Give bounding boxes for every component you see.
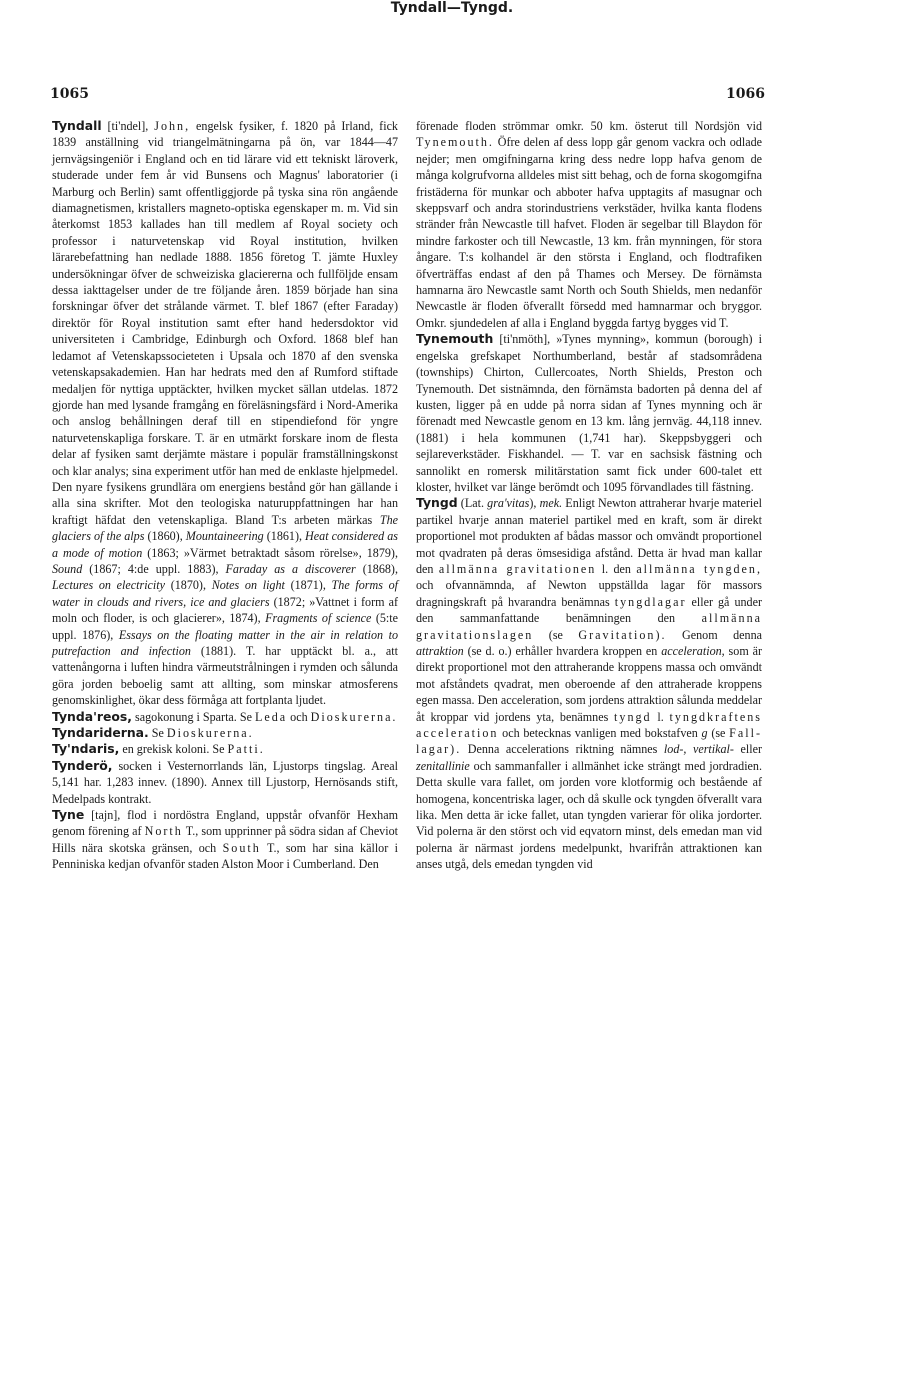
spaced-text: Gravitation). — [578, 627, 667, 642]
entry-text: (se d. o.) erhåller hvardera kroppen en — [463, 644, 662, 658]
spaced-text: allmänna tyngden, — [636, 561, 762, 576]
spaced-text: Patti. — [227, 742, 265, 757]
italic-text: Notes on light — [211, 578, 285, 593]
italic-text: The glaciers of the alps — [52, 512, 398, 544]
italic-text: Lectures on electricity — [52, 578, 166, 593]
italic-text: Fragments of science — [265, 611, 372, 626]
entry-headword: Tyndariderna. — [52, 725, 149, 741]
entry-text: engelsk fysiker, f. 1820 på Irland, fick 1839 anställning vid triangelmätningarna på ön, var 1844—47 jernvägsingeniör i England och en tid lärare vid ett tekniskt läroverk, studerade under fem år vid Bunsens och Magnus' laboratorier (i Marburg och Berlin) samt offentliggjorde på tyska sina rön angående diamagnetismen, kristallers magneto-optiska egenskaper m. m. Vid sin återkomst 1853 kallades han till medlem af Royal society och professor i naturvetenskap vid Royal institution, hvilken lärarebefattning han nedlade 1888. 1856 företog T. jämte Huxley undersökningar öfver de schweiziska glaciererna och fullföljde ensam dessa iakttagelser under de tre följande åren. 1859 började han sina forskningar öfver det strålande värmet. T. blef 1867 (efter Faraday) direktör för Royal institution samt efter hand hedersdoktor vid universiteten i Cambridge, Edinburgh och Oxford. 1868 blef han ledamot af Vetenskapssocieteten i Upsala och 1870 af den svenska vetenskapsakademien. Han har hedrats med den af Rumford stiftade medaljen för nyttiga upptäckter, hvilken mycket sällan utdelas. 1872 gjorde han med lysande framgång en föreläsningsfärd i Nord-Amerika och anslog behållningen deraf till en stipendiefond för yngre naturvetenskapliga forskare. T. är en utmärkt forskare inom de flesta delar af fysiken samt derjämte mästare i populär framställningskonst och klar analys; sina experiment utför han med de enklaste hjelpmedel. Den nyare fysikens grundlära om energiens bestånd gör han gällande i alla sina skrifter. Mot den teologiska naturuppfattningen har han kraftigt häfdat den vetenskapliga. Bland T:s arbeten märkas — [52, 119, 398, 527]
entry-text: (1871), — [284, 578, 332, 593]
spaced-text: John, — [154, 119, 191, 133]
spaced-text: allmänna gravitationslagen — [416, 611, 762, 642]
entry-text: (1861), — [263, 529, 306, 544]
entry-text: [ti'nmöth], »Tynes mynning», kommun (borough) i engelska grefskapet Northumberland, består af stadsområdena (townships) Chirton, Cullercoates, North Shields, Preston och Tynemouth. Det sistnämnda, den förnämsta badorten på denna del af kusten, ligger på en udde på norra sidan af Tynes mynning och är förenadt med Newcastle genom en 13 km. lång jernväg. 44,118 innev. (1881) i hela kommunen (1,741 har). Skeppsbyggeri och sejlareverkstäder. Fiskhandel. — T. var en sachsisk fästning och sannolikt en romersk militärstation samt fick under 600-talet ett kloster, hvilket var länge berömdt och 1095 förvandlades till fästning. — [416, 332, 762, 494]
entry-text: l. — [651, 709, 670, 724]
spaced-text: Dioskurerna. — [166, 726, 254, 741]
entry-text: l. den — [596, 561, 637, 576]
entry-headword: Tyngd — [416, 495, 458, 511]
entry-text: (Lat. — [457, 496, 488, 511]
dictionary-entry — [52, 741, 398, 757]
spaced-text: North — [144, 824, 183, 839]
entry-text: socken i Vesternorrlands län, Ljustorps tingslag. Areal 5,141 har. 1,283 innev. (1890). Annex till Ljustorp, Hernösands stift, Medelpads kontrakt. — [52, 758, 398, 806]
dictionary-entry — [52, 807, 398, 873]
entry-text: förenade floden strömmar omkr. 50 km. österut till Nordsjön vid — [416, 119, 762, 133]
entry-text: Se — [148, 726, 167, 741]
entry-text: som är direkt proportionel mot den attraherande kroppens massa och omvändt mot afståndets qvadrat, men oberoende af den attraherade kroppens egen massa. Den acceleration, som jordens attraktion sålunda meddelar åt kroppar vid jordens yta, benämnes — [416, 644, 762, 724]
spaced-text: Leda — [254, 709, 288, 724]
italic-text: acceleration, — [661, 644, 725, 658]
italic-text: Faraday as a discoverer — [225, 561, 356, 576]
italic-text: lod-, vertikal- — [663, 742, 734, 757]
dictionary-entry — [52, 725, 398, 741]
dictionary-entry — [416, 331, 762, 495]
dictionary-entry — [416, 495, 762, 872]
italic-text: Heat considered as a mode of motion — [52, 529, 398, 560]
italic-text: Essays on the floating matter in the air in relation to putrefaction and infection — [52, 627, 398, 658]
spaced-text: South — [222, 840, 261, 855]
entry-text: (1870), — [165, 578, 212, 593]
entry-text: (1872; »Vattnet i form af moln och floder, is och glacierer», 1874), — [52, 594, 398, 626]
entry-text: eller gå under den sammanfattande benämningen den — [416, 594, 762, 626]
spaced-text: allmänna gravitationen — [438, 561, 597, 576]
entry-text: sagokonung i Sparta. Se — [132, 709, 255, 724]
entry-headword: Tynda'reos, — [52, 708, 133, 724]
entry-headword: Ty'ndaris, — [52, 741, 120, 757]
entry-text: (1868), — [355, 561, 398, 576]
entry-text: eller — [733, 742, 762, 757]
italic-text: Sound — [52, 561, 83, 576]
entry-text: och — [287, 709, 311, 724]
entry-text: Öfre delen af dess lopp går genom vackra och odlade nejder; men omgifningarna kring dess nedre lopp hafva genom de många kolgrufvorna alldeles mist sitt behag, och de forna skogomgifna fristäderna för munkar och abboter hafva upptagits af masugnar och skeppsvarf och andra storindustriens verkstäder, hvilka kanta flodens stränder från Newcastle till hafvet. Floden är segelbar till Blaydon för mindre farkoster och till Newcastle, 13 km. från mynningen, för stora ångare. T:s kolhandel är den största i England, och flodtrafiken öfverträffas endast af den på Thames och Mersey. De förnämsta hamnarna äro Newcastle samt North och South Shields, men nedanför Newcastle är floden öfverallt försedd med hamnarmar och bryggor. Omkr. sjundedelen af alla i England byggda fartyg bygges vid T. — [416, 135, 762, 330]
entry-text: och ofvannämnda, af Newton uppställda lagar för massors dragningskraft på hvarandra benämnas — [416, 578, 762, 609]
entry-text: [ti'ndel], — [101, 119, 155, 133]
italic-text: g — [701, 726, 708, 741]
entry-text: en grekisk koloni. Se — [119, 742, 228, 757]
entry-text: (se — [707, 726, 730, 741]
entry-text: Denna accelerations riktning nämnes — [461, 742, 664, 757]
entry-headword: Tyne — [52, 807, 85, 823]
spaced-text: Fall-lagar). — [416, 726, 762, 757]
entry-headword: Tynderö, — [52, 757, 113, 773]
entry-text: (1881). T. har upptäckt bl. a., att vattenångorna i luften hindra värmeutstrålningen i rymden och sålunda göra jorden beboelig samt att allting, som minskar atmosferens genomskinlighet, ökar dess förmåga att fortplanta ljudet. — [52, 644, 398, 708]
entry-text: [tajn], flod i nordöstra England, uppstår ofvanför Hexham genom förening af — [52, 808, 398, 839]
italic-text: Mountaineering — [185, 529, 264, 544]
italic-text: attraktion — [416, 644, 464, 658]
dictionary-entry — [52, 709, 398, 725]
entry-text: och betecknas vanligen med bokstafven — [498, 726, 702, 741]
spaced-text: Tynemouth. — [416, 135, 494, 150]
right-column — [416, 118, 762, 873]
entry-text: och sammanfaller i allmänhet icke strängt med jordradien. Detta skulle vara fallet, om jorden vore klotformig och bestående af homogena, koncentriska lager, och då skulle ock tyngden öfverallt vara lika. Men detta är icke fallet, utan tyngden varierar för olika jordorter. Vid polerna är den störst och vid eqvatorn minst, dels emedan man vid polerna är närmast jordens medelpunkt, hvarifrån attraktionen kan anses utgå, dels emedan tyngden vid — [416, 758, 762, 872]
entry-text: (5:te uppl. 1876), — [52, 611, 398, 642]
italic-text: gra'vitas — [487, 496, 530, 511]
entry-text: (1867; 4:de uppl. 1883), — [82, 561, 226, 576]
spaced-text: Dioskurerna. — [310, 709, 398, 724]
spaced-text: tyngdkraftens acceleration — [416, 709, 762, 741]
page-number-left: 1065 — [50, 86, 89, 102]
running-title-text: Tyndall—Tyngd. — [390, 0, 514, 16]
entry-headword: Tyndall — [52, 118, 102, 133]
italic-text: zenitallinie — [416, 758, 470, 773]
running-title — [0, 0, 904, 16]
entry-text: T., som har sina källor i Penniniska kedjan ofvanför staden Alston Moor i Cumberland. Den — [52, 840, 398, 872]
italic-text: The forms of water in clouds and rivers, ice and glaciers — [52, 578, 399, 609]
entry-text: (1863; »Värmet betraktadt såsom rörelse», 1879), — [142, 545, 398, 560]
page-number-right: 1066 — [726, 86, 765, 102]
entry-text: ), — [529, 496, 540, 511]
entry-text: (1860), — [144, 529, 186, 544]
entry-text: T., som upprinner på södra sidan af Cheviot Hills nära skotska gränsen, och — [52, 824, 398, 855]
dictionary-entry — [416, 118, 762, 331]
entry-text: Enligt Newton attraherar hvarje materiel partikel hvarje annan materiel partikel med en kraft, som är direkt proportionel mot produkten af bådas massor och omvändt proportionel mot qvadraten på deras ömsesidiga afstånd. Detta är hvad man kallar den — [416, 496, 763, 576]
entry-text: Genom denna — [666, 627, 762, 642]
spaced-text: tyngd — [614, 709, 652, 724]
entry-headword: Tynemouth — [416, 331, 494, 347]
italic-text: mek. — [539, 496, 563, 511]
dictionary-entry — [52, 758, 398, 807]
spaced-text: tyngdlagar — [614, 594, 687, 609]
left-column — [52, 118, 398, 873]
dictionary-entry — [52, 118, 398, 709]
entry-text: (se — [533, 627, 579, 642]
